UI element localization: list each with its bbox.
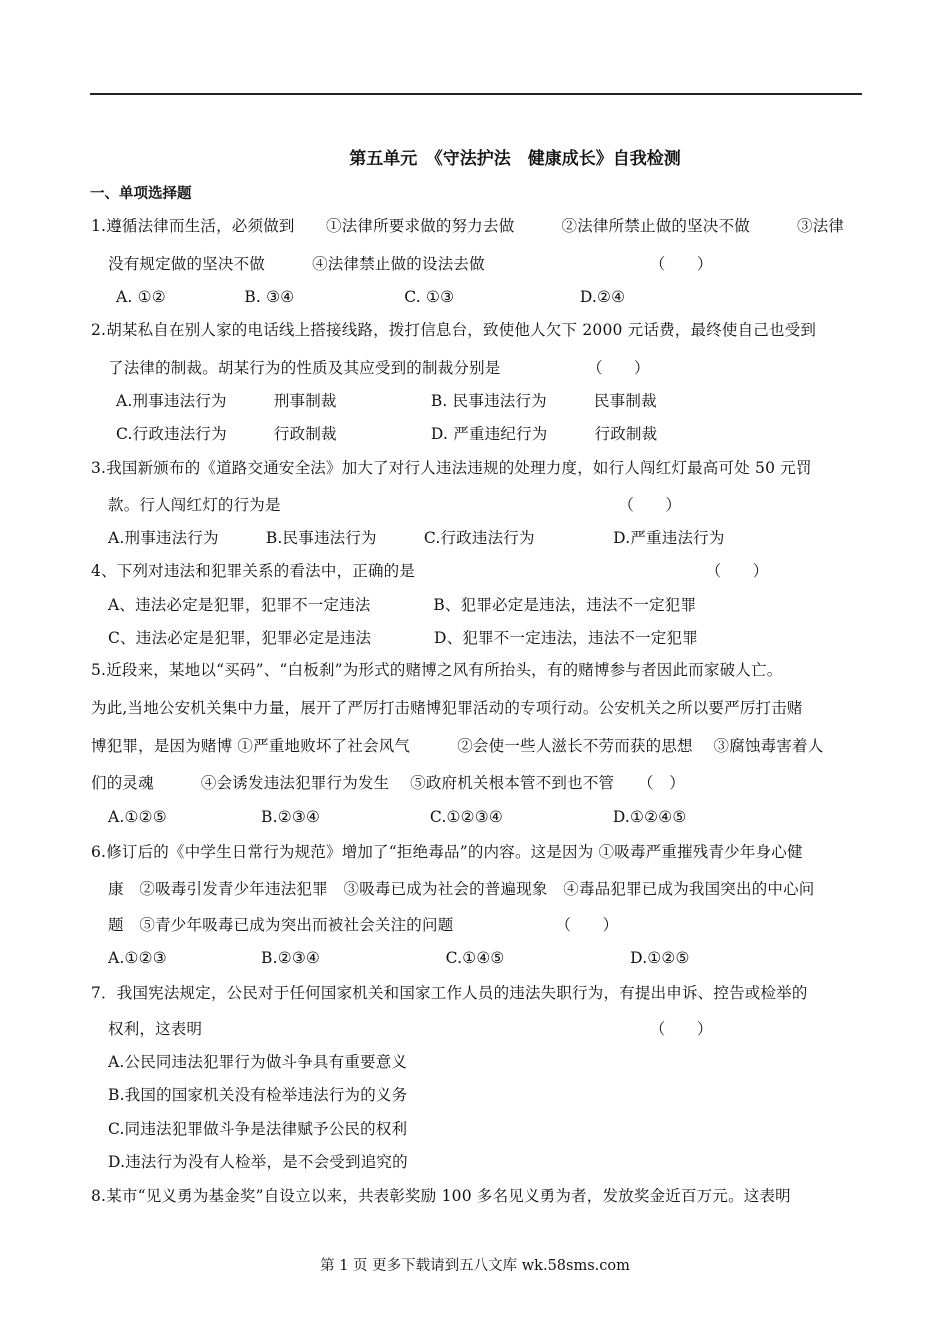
question-5-line-2: 为此,当地公安机关集中力量，展开了严厉打击赌博犯罪活动的专项行动。公安机关之所以要严厉打击赌 xyxy=(91,699,803,717)
question-5-line-1: 5.近段来，某地以“买码”、“白板刹”为形式的赌博之风有所抬头，有的赌博参与者因此而家破人亡。 xyxy=(91,661,783,679)
question-6-line-3: 题 ⑤青少年吸毒已成为突出而被社会关注的问题 （ ） xyxy=(108,916,619,934)
question-2-line-2: 了法律的制裁。胡某行为的性质及其应受到的制裁分别是 （ ） xyxy=(108,359,650,377)
question-7-option-a: A.公民同违法犯罪行为做斗争具有重要意义 xyxy=(108,1053,408,1071)
question-7-line-2: 权利，这表明 （ ） xyxy=(108,1020,713,1038)
question-3-line-1: 3.我国新颁布的《道路交通安全法》加大了对行人违法违规的处理力度，如行人闯红灯最高可处 50 元罚 xyxy=(91,459,812,477)
question-7-option-d: D.违法行为没有人检举，是不会受到追究的 xyxy=(108,1153,408,1171)
question-1-options: A. ①② B. ③④ C. ①③ D.②④ xyxy=(116,288,626,306)
question-7-line-1: 7．我国宪法规定，公民对于任何国家机关和国家工作人员的违法失职行为，有提出申诉、控告或检举的 xyxy=(91,984,808,1002)
question-3-options: A.刑事违法行为 B.民事违法行为 C.行政违法行为 D.严重违法行为 xyxy=(108,529,725,547)
question-3-line-2: 款。行人闯红灯的行为是 （ ） xyxy=(108,496,682,514)
question-7-option-c: C.同违法犯罪做斗争是法律赋予公民的权利 xyxy=(108,1120,408,1138)
question-2-options-ab: A.刑事违法行为 刑事制裁 B. 民事违法行为 民事制裁 xyxy=(116,392,657,410)
page-footer: 第 1 页 更多下载请到五八文库 wk.58sms.com xyxy=(320,1258,630,1274)
question-4-options-cd: C、违法必定是犯罪，犯罪必定是违法 D、犯罪不一定违法，违法不一定犯罪 xyxy=(108,629,698,647)
section-heading: 一、单项选择题 xyxy=(90,186,192,202)
question-4-options-ab: A、违法必定是犯罪，犯罪不一定违法 B、犯罪必定是违法，违法不一定犯罪 xyxy=(108,596,697,614)
question-5-line-3: 博犯罪，是因为赌博 ①严重地败坏了社会风气 ②会使一些人滋长不劳而获的思想 ③腐蚀毒害着人 xyxy=(91,737,824,755)
question-2-line-1: 2.胡某私自在别人家的电话线上搭接线路，拨打信息台，致使他人欠下 2000 元话费，最终使自己也受到 xyxy=(91,321,817,339)
question-4-line-1: 4、下列对违法和犯罪关系的看法中，正确的是 （ ） xyxy=(91,562,769,580)
question-6-options: A.①②③ B.②③④ C.①④⑤ D.①②⑤ xyxy=(108,949,690,967)
header-rule xyxy=(90,93,862,95)
question-2-options-cd: C.行政违法行为 行政制裁 D. 严重违纪行为 行政制裁 xyxy=(116,425,658,443)
page-title: 第五单元 《守法护法 健康成长》自我检测 xyxy=(349,149,681,169)
question-6-line-2: 康 ②吸毒引发青少年违法犯罪 ③吸毒已成为社会的普遍现象 ④毒品犯罪已成为我国突出的中心问 xyxy=(108,880,815,898)
question-5-line-4: 们的灵魂 ④会诱发违法犯罪行为发生 ⑤政府机关根本管不到也不管 （ ） xyxy=(91,774,685,792)
question-8-line-1: 8.某市“见义勇为基金奖”自设立以来，共表彰奖励 100 多名见义勇为者，发放奖金近百万元。这表明 xyxy=(91,1187,791,1205)
question-7-option-b: B.我国的国家机关没有检举违法行为的义务 xyxy=(108,1086,408,1104)
question-1-line-1: 1.遵循法律而生活，必须做到 ①法律所要求做的努力去做 ②法律所禁止做的坚决不做 ③法律 xyxy=(91,217,845,235)
question-1-line-2: 没有规定做的坚决不做 ④法律禁止做的设法去做 （ ） xyxy=(108,255,713,273)
question-5-options: A.①②⑤ B.②③④ C.①②③④ D.①②④⑤ xyxy=(108,808,687,826)
question-6-line-1: 6.修订后的《中学生日常行为规范》增加了“拒绝毒品”的内容。这是因为 ①吸毒严重摧残青少年身心健 xyxy=(91,843,803,861)
